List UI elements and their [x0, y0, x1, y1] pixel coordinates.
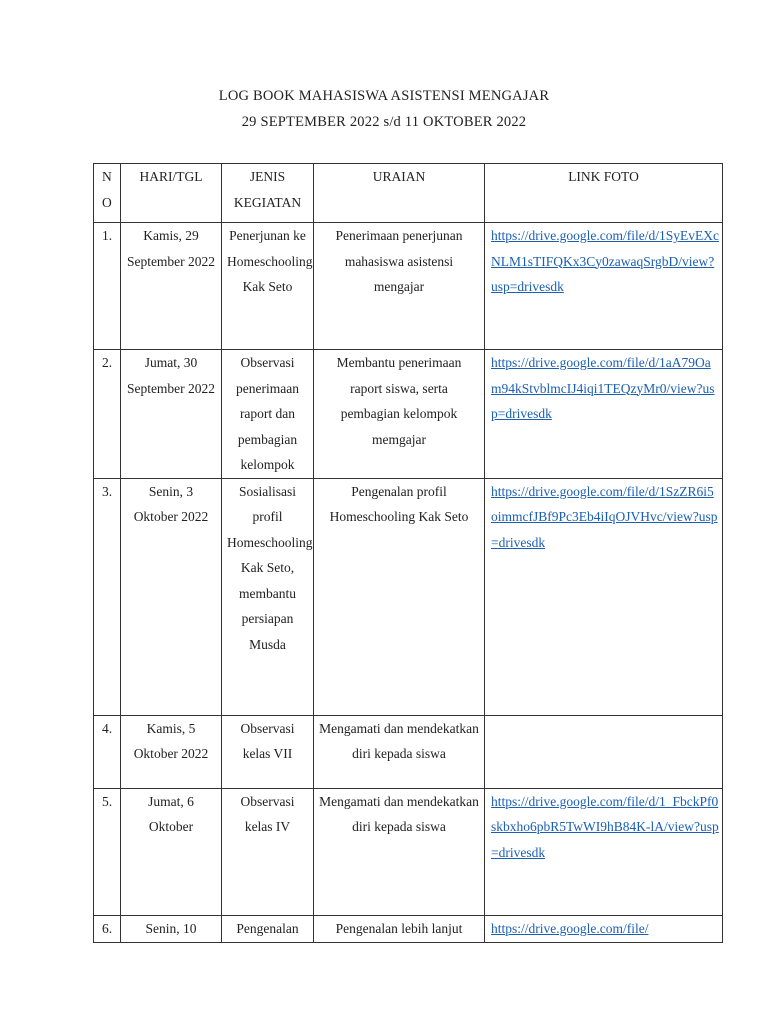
- row-no: 1.: [94, 223, 121, 350]
- row-activity: Sosialisasi profil Homeschooling Kak Seto, membantu persiapan Musda: [222, 478, 314, 715]
- column-header-link: LINK FOTO: [485, 164, 723, 223]
- row-activity: Observasi penerimaan raport dan pembagian kelompok: [222, 350, 314, 479]
- photo-link[interactable]: https://drive.google.com/file/d/1aA79Oam94kStvblmcIJ4iqi1TEQzyMr0/view?usp=drivesdk: [491, 355, 715, 421]
- row-activity: Observasi kelas IV: [222, 788, 314, 915]
- column-header-date: HARI/TGL: [121, 164, 222, 223]
- table-row: [94, 478, 723, 715]
- row-date: Jumat, 6 Oktober: [121, 788, 222, 915]
- row-no: 2.: [94, 350, 121, 479]
- logbook-table: [93, 163, 723, 943]
- row-date: Senin, 3 Oktober 2022: [121, 478, 222, 715]
- row-date: Jumat, 30 September 2022: [121, 350, 222, 479]
- photo-link[interactable]: https://drive.google.com/file/d/1_FbckPf0skbxho6pbR5TwWI9hB84K-lA/view?usp=drivesdk: [491, 793, 719, 860]
- row-link-cell: [485, 788, 723, 915]
- row-no: 4.: [94, 715, 121, 788]
- row-link-cell: [485, 715, 723, 788]
- row-link-cell: [485, 915, 723, 942]
- photo-link[interactable]: https://drive.google.com/file/: [491, 920, 649, 936]
- table-row: [94, 223, 723, 350]
- table-header-row: [94, 164, 723, 223]
- row-description: Mengamati dan mendekatkan diri kepada siswa: [314, 788, 485, 915]
- document-period: 29 SEPTEMBER 2022 s/d 11 OKTOBER 2022: [241, 114, 527, 130]
- row-date: Kamis, 29 September 2022: [121, 223, 222, 350]
- row-link-cell: [485, 478, 723, 715]
- table-row: [94, 715, 723, 788]
- row-description: Penerimaan penerjunan mahasiswa asistensi mengajar: [314, 223, 485, 350]
- photo-link[interactable]: https://drive.google.com/file/d/1SzZR6i5oimmcfJBf9Pc3Eb4iIqOJVHvc/view?usp=drivesdk: [491, 483, 718, 550]
- row-no: 5.: [94, 788, 121, 915]
- row-description: Mengamati dan mendekatkan diri kepada siswa: [314, 715, 485, 788]
- column-header-no: N O: [94, 164, 121, 223]
- row-link-cell: [485, 350, 723, 479]
- row-activity: Pengenalan: [222, 915, 314, 942]
- column-header-description: URAIAN: [314, 164, 485, 223]
- row-date: Kamis, 5 Oktober 2022: [121, 715, 222, 788]
- table-row: [94, 350, 723, 479]
- row-link-cell: [485, 223, 723, 350]
- document-title: LOG BOOK MAHASISWA ASISTENSI MENGAJAR: [218, 88, 550, 104]
- row-no: 6.: [94, 915, 121, 942]
- row-date: Senin, 10: [121, 915, 222, 942]
- row-description: Pengenalan profil Homeschooling Kak Seto: [314, 478, 485, 715]
- row-activity: Penerjunan ke Homeschooling Kak Seto: [222, 223, 314, 350]
- row-activity: Observasi kelas VII: [222, 715, 314, 788]
- column-header-activity: JENIS KEGIATAN: [222, 164, 314, 223]
- table-row: [94, 788, 723, 915]
- row-description: Pengenalan lebih lanjut: [314, 915, 485, 942]
- row-no: 3.: [94, 478, 121, 715]
- row-description: Membantu penerimaan raport siswa, serta pembagian kelompok memgajar: [314, 350, 485, 479]
- table-row: [94, 915, 723, 942]
- photo-link[interactable]: https://drive.google.com/file/d/1SyEvEXcNLM1sTIFQKx3Cy0zawaqSrgbD/view?usp=drivesdk: [491, 228, 719, 294]
